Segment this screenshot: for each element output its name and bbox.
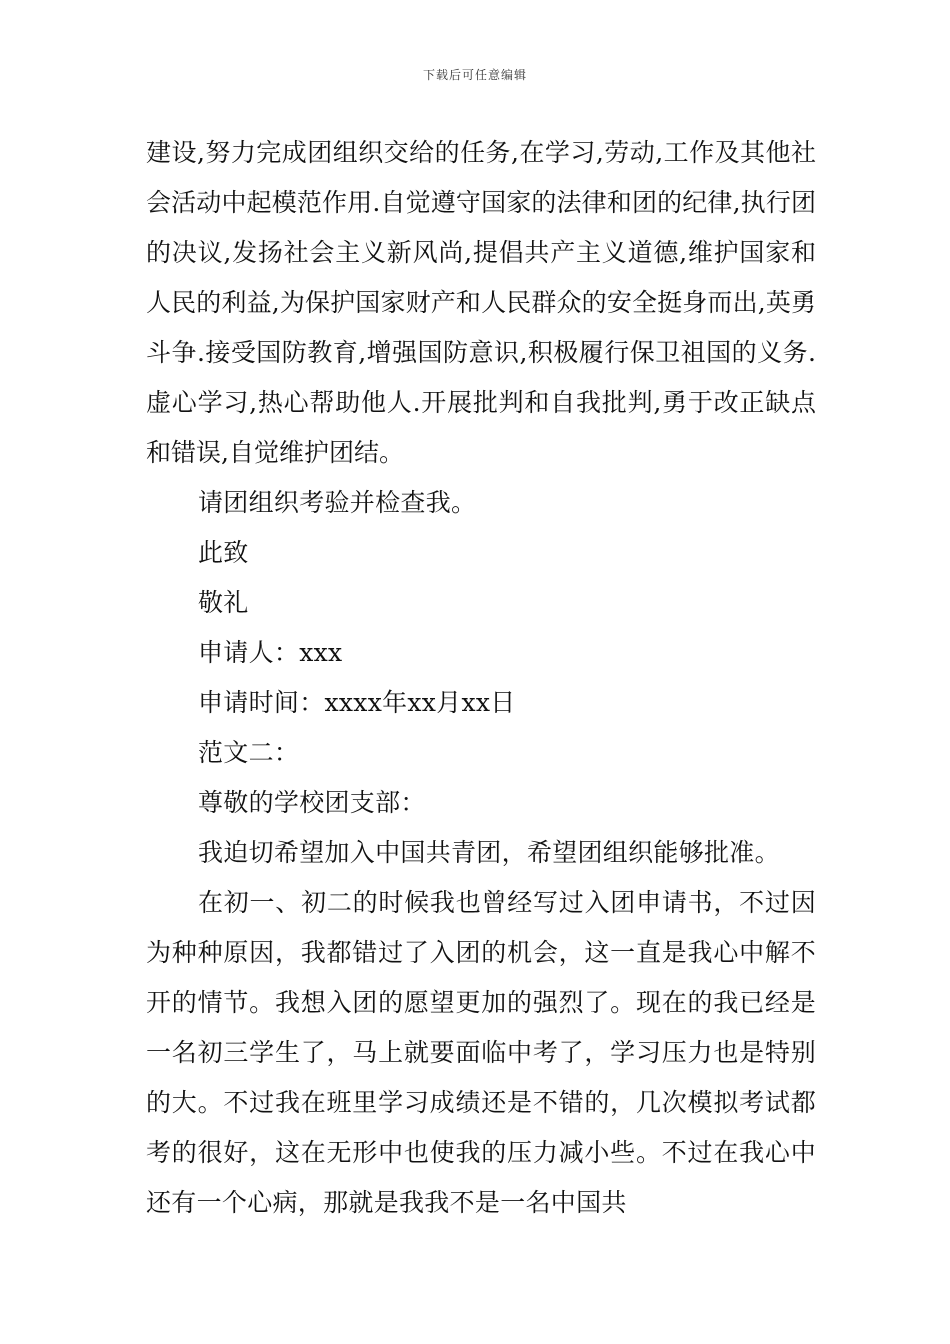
page-header: 下载后可任意编辑 [422, 68, 527, 82]
salutation: 尊敬的学校团支部： [198, 788, 426, 817]
paragraph-background: 在初一、初二的时候我也曾经写过入团申请书，不过因为种种原因，我都错过了入团的机会，这一直是我心中解不开的情节。我想入团的愿望更加的强烈了。现在的我已经是一名初三学生了，马上就要面临中考了，学习压力也是特别的大。不过我在班里学习成绩还是不错的，几次模拟考试都考的很好，这在无形中也使我的压力减小些。不过在我心中还有一个心病，那就是我我不是一名中国共 [146, 888, 816, 1217]
sample-two-heading: 范文二： [198, 738, 300, 767]
closing-ci-zhi: 此致 [198, 538, 249, 567]
paragraph-wish: 我迫切希望加入中国共青团，希望团组织能够批准。 [198, 838, 780, 867]
paragraph-request-exam: 请团组织考验并检查我。 [198, 488, 477, 517]
paragraph-continuation: 建设,努力完成团组织交给的任务,在学习,劳动,工作及其他社会活动中起模范作用.自觉遵守国家的法律和团的纪律,执行团的决议,发扬社会主义新风尚,提倡共产主义道德,维护国家和人民的利益,为保护国家财产和人民群众的安全挺身而出,英勇斗争.接受国防教育,增强国防意识,积极履行保卫祖国的义务.虚心学习,热心帮助他人.开展批判和自我批判,勇于改正缺点和错误,自觉维护团结。 [146, 138, 816, 467]
applicant-line: 申请人：xxx [198, 638, 343, 667]
closing-jing-li: 敬礼 [198, 588, 249, 617]
document-body [146, 128, 816, 1228]
application-date-line: 申请时间：xxxx年xx月xx日 [198, 688, 516, 717]
